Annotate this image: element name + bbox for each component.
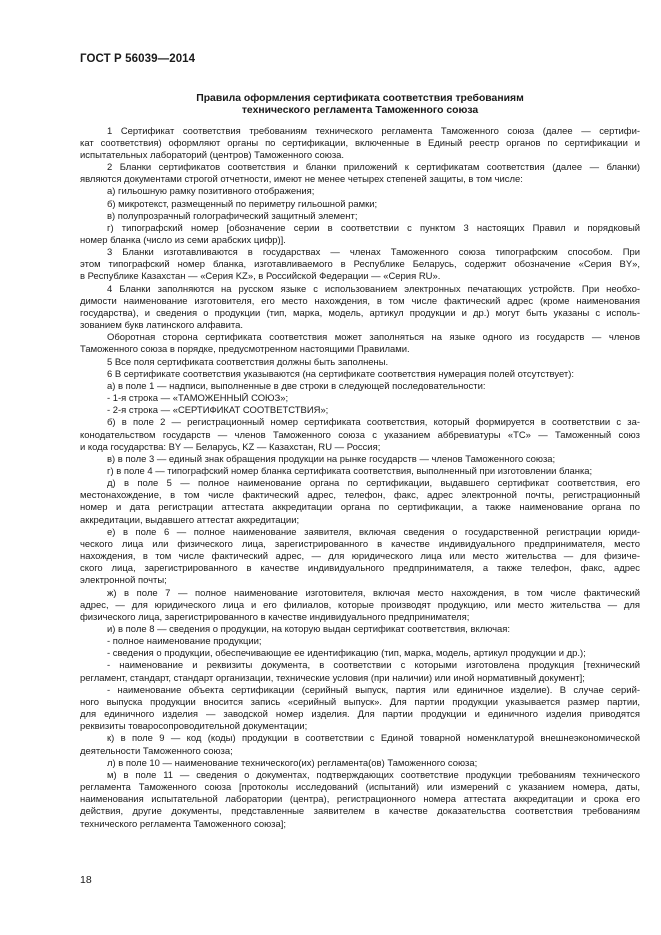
text-line: г) типографский номер [обозначение серии в соответствии с пунктом 3 настоящих Правил и порядковый — [107, 222, 640, 234]
text-line: - наименование и реквизиты документа, в соответствии с которыми изготовлена продукция [технический — [107, 660, 640, 672]
page-number: 18 — [80, 874, 92, 886]
text-line: зованием букв латинского алфавита. — [80, 320, 243, 332]
text-line: конодательством государств — членов Таможенного союза с указанием аббревиатуры «ТС» — Таможенный союз — [80, 429, 640, 441]
document-code: ГОСТ Р 56039—2014 — [80, 53, 196, 65]
text-line: кат соответствия) оформляют органы по сертификации, включенные в Единый реестр органов по сертификации и — [80, 137, 640, 149]
text-line: в Республике Казахстан — «Серия KZ», в Российской Федерации — «Серия RU». — [80, 271, 441, 283]
text-line: 3 Бланки изготавливаются в государствах — членах Таможенного союза типографским способом. При — [107, 247, 640, 259]
text-line: адрес, — для юридического лица и его филиалов, которые производят продукцию, или место жительства — для — [80, 599, 640, 611]
text-line: м) в поле 11 — сведения о документах, подтверждающих соответствие продукции требованиям технического — [107, 769, 640, 781]
text-line: нахождения, в том числе фактический адрес, — для юридического лица или место жительства — для физиче- — [80, 551, 640, 563]
text-line: государства), и сведения о продукции (тип, марка, модель, артикул продукции и др.) могут быть указаны с исполь- — [80, 307, 640, 319]
title-line: технического регламента Таможенного союза — [241, 105, 479, 117]
text-line: регламент, стандарт, стандарт организации, технические условия (при наличии) или иной нормативный документ]; — [80, 672, 585, 684]
text-line: и) в поле 8 — сведения о продукции, на которую выдан сертификат соответствия, включая: — [107, 624, 511, 635]
text-line: - 2-я строка — «СЕРТИФИКАТ СООТВЕТСТВИЯ»; — [107, 405, 329, 417]
text-line: - наименование объекта сертификации (серийный выпуск, партия или единичное изделие). В случае серий- — [107, 684, 640, 696]
text-line: для единичного изделия — заводской номер изделия. Для партии продукции и единичного изделия приводятся — [80, 709, 640, 721]
text-line: е) в поле 6 — полное наименование заявителя, включая сведения о государственной регистрации юриди- — [107, 526, 640, 538]
text-line: к) в поле 9 — код (коды) продукции в соответствии с Единой товарной номенклатурой внешнеэкономической — [107, 733, 640, 745]
title-line: Правила оформления сертификата соответствия требованиям — [196, 93, 524, 104]
text-line: ж) в поле 7 — полное наименование изготовителя, включая место нахождения, в том числе фактический — [107, 587, 640, 599]
section-title — [80, 93, 640, 118]
text-line: д) в поле 5 — полное наименование органа по сертификации, выдавшего сертификат соответствия, его — [107, 478, 640, 490]
text-line: номер бланка (число из семи арабских цифр)]. — [80, 235, 286, 246]
text-line: а) в поле 1 — надписи, выполненные в две строки в следующей последовательности: — [107, 380, 486, 392]
text-line: в) в поле 3 — единый знак обращения продукции на рынке государств — членов Таможенного союза; — [107, 453, 556, 465]
text-line: Таможенного союза в порядке, предусмотренном настоящими Правилами. — [80, 344, 410, 356]
text-line: димости наименование изготовителя, его место нахождения, в том числе фактический адрес (кроме наименования — [80, 295, 640, 307]
text-line: номер и дата регистрации аттестата аккредитации органа по сертификации, а также наименование органа по — [80, 502, 640, 514]
text-line: этом типографский номер бланка, изготавливаемого в Республике Беларусь, содержит обозначение «Серия BY», — [80, 259, 640, 271]
text-line: испытательных лабораторий (центров) Таможенного союза. — [80, 149, 345, 161]
text-line: - 1-я строка — «ТАМОЖЕННЫЙ СОЮЗ»; — [107, 393, 289, 405]
text-line: б) в поле 2 — регистрационный номер сертификата соответствия, который формируется в соответствии с за- — [107, 417, 640, 429]
text-line: электронной почты; — [80, 575, 167, 587]
text-line: ного выпуска продукции вносится запись «серийный выпуск». Для партии продукции указывается размер партии, — [80, 696, 640, 708]
text-line: деятельности Таможенного союза; — [80, 745, 233, 757]
text-line: б) микротекст, размещенный по периметру гильошной рамки; — [107, 198, 378, 210]
text-line: являются документами строгой отчетности, имеют не менее четырех степеней защиты, в том числе: — [80, 174, 523, 186]
text-line: и кода государства: BY — Беларусь, KZ — Казахстан, RU — Россия; — [80, 441, 381, 453]
text-line: 5 Все поля сертификата соответствия должны быть заполнены. — [107, 356, 389, 368]
text-line: а) гильошную рамку позитивного отображения; — [107, 186, 315, 198]
text-line: г) в поле 4 — типографский номер бланка сертификата соответствия, выполненный при изготовлении бланка; — [107, 465, 593, 477]
text-line: наименования испытательной лаборатории (центра), регистрационного номера аттестата аккредитации и срока его — [80, 794, 640, 806]
text-line: реквизиты товаросопроводительной документации; — [80, 721, 308, 733]
text-line: аккредитации, выдавшего аттестат аккредитации; — [80, 514, 300, 526]
text-line: ского лица, зарегистрированного в качестве индивидуального предпринимателя, а также телефон, факс, адрес — [80, 563, 640, 575]
text-line: 1 Сертификат соответствия требованиям технического регламента Таможенного союза (далее — сертифи- — [107, 125, 640, 137]
text-line: местонахождение, в том числе фактический адрес, телефон, факс, адрес электронной почты, регистрационный — [80, 490, 640, 502]
text-line: л) в поле 10 — наименование технического(их) регламента(ов) Таможенного союза; — [107, 757, 478, 769]
text-line: физического лица, зарегистрированного в качестве индивидуального предпринимателя; — [80, 611, 470, 623]
text-line: 6 В сертификате соответствия указываются (на сертификате соответствия нумерация полей отсутствует): — [107, 368, 574, 380]
body-text — [80, 126, 640, 831]
text-line: - полное наименование продукции; — [107, 636, 262, 648]
text-line: 4 Бланки заполняются на русском языке с использованием электронных печатающих устройств. При необхо- — [107, 283, 640, 295]
text-line: - сведения о продукции, обеспечивающие ее идентификацию (тип, марка, модель, артикул продукции и др.); — [107, 648, 586, 660]
text-line: ческого лица или физического лица, зарегистрированного в качестве индивидуального предпринимателя, место — [80, 538, 640, 550]
text-line: действия, другие документы, представленные заявителем в качестве доказательства соответствия требованиям — [80, 806, 640, 818]
text-line: 2 Бланки сертификатов соответствия и бланки приложений к сертификатам соответствия (далее — бланки) — [107, 162, 640, 174]
text-line: регламента Таможенного союза [протоколы исследований (испытаний) или измерений с указанием номера, даты, — [80, 782, 640, 794]
text-line: Оборотная сторона сертификата соответствия может заполняться на языке одного из государств — членов — [107, 332, 640, 344]
text-line: технического регламента Таможенного союза]; — [80, 818, 286, 830]
text-line: в) полупрозрачный голографический защитный элемент; — [107, 210, 358, 222]
